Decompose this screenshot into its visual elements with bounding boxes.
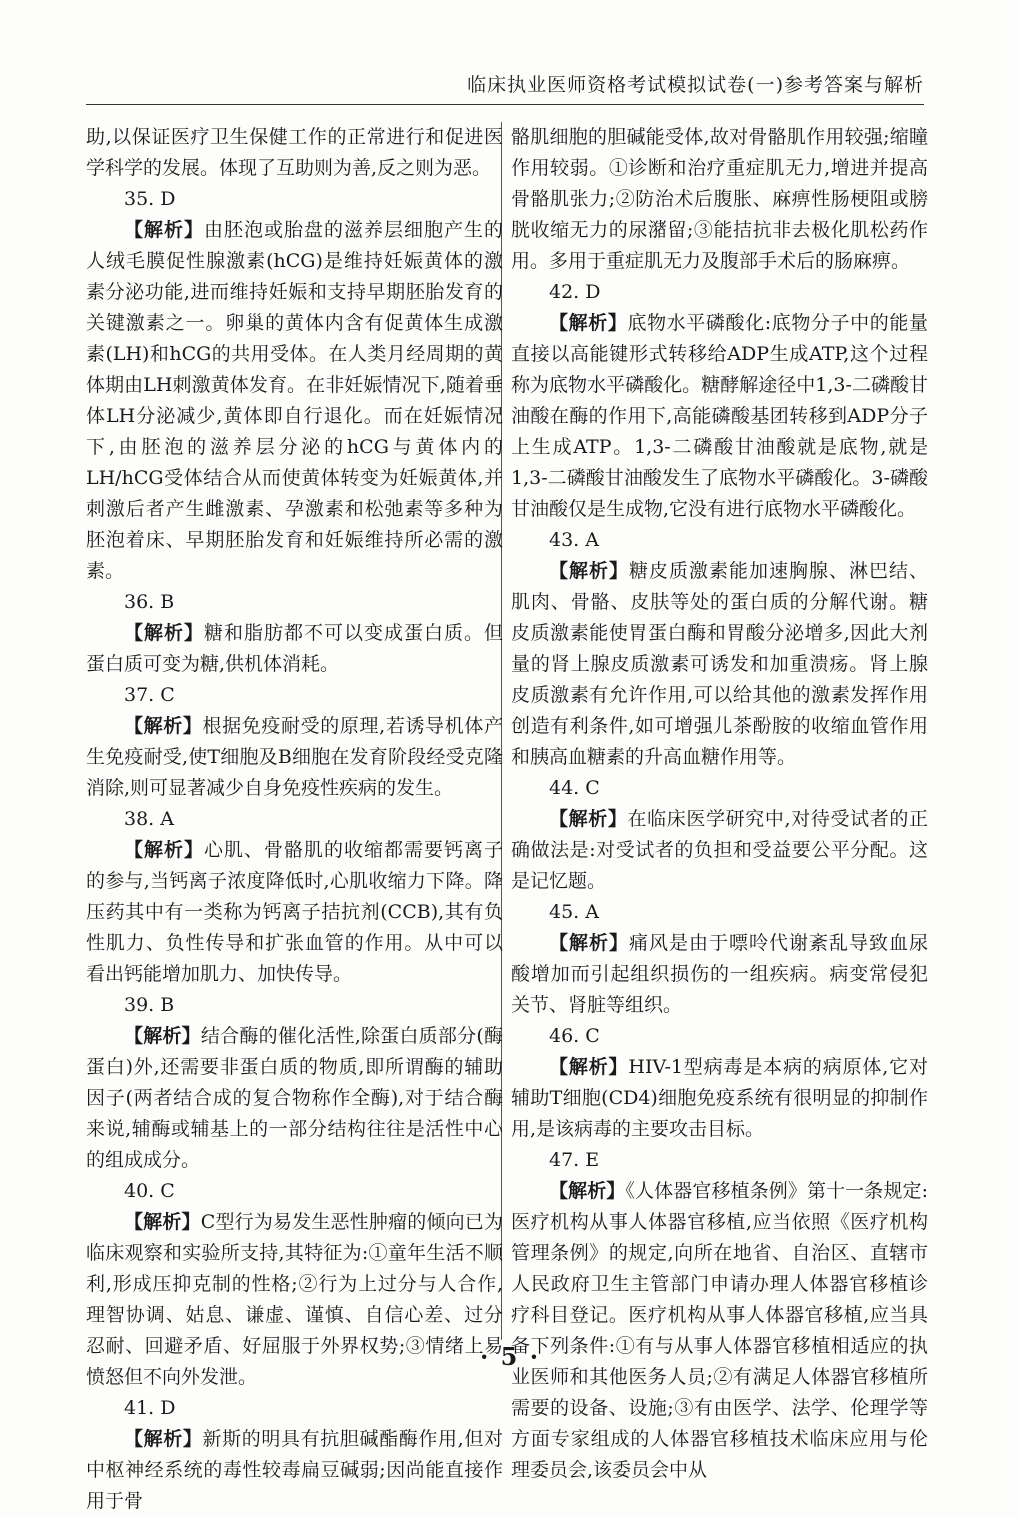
header-title: 临床执业医师资格考试模拟试卷(一)参考答案与解析 — [467, 74, 924, 96]
explanation-tag: 【解析】 — [549, 560, 629, 582]
explanation-text: 根据免疫耐受的原理,若诱导机体产生免疫耐受,使T细胞及B细胞在发育阶段经受克隆消除,则可显著减少自身免疫性疾病的发生。 — [86, 715, 503, 799]
explanation-tag: 【解析】 — [124, 1428, 203, 1450]
explanation-text: 《人体器官移植条例》第十一条规定:医疗机构从事人体器官移植,应当依照《医疗机构管理条例》的规定,向所在地省、自治区、直辖市人民政府卫生主管部门申请办理人体器官移植诊疗科目登记。医疗机构从事人体器官移植,应当具备下列条件:①有与从事人体器官移植相适应的执业医师和其他医务人员;②有满足人体器官移植所需要的设备、设施;③有由医学、法学、伦理学等方面专家组成的人体器官移植技术临床应用与伦理委员会,该委员会中从 — [511, 1180, 928, 1481]
answer-number: 38. A — [124, 808, 174, 830]
explanation-text: 糖和脂肪都不可以变成蛋白质。但蛋白质可变为糖,供机体消耗。 — [86, 622, 503, 675]
answer-number: 39. B — [124, 994, 175, 1016]
left-column — [86, 122, 503, 1517]
explanation-tag: 【解析】 — [124, 219, 204, 241]
explanation-tag: 【解析】 — [124, 1025, 201, 1047]
explanation-text: 心肌、骨骼肌的收缩都需要钙离子的参与,当钙离子浓度降低时,心肌收缩力下降。降压药其中有一类称为钙离子拮抗剂(CCB),其有负性肌力、负性传导和扩张血管的作用。从中可以看出钙能增加肌力、加快传导。 — [86, 839, 503, 985]
explanation-paragraph — [86, 1424, 503, 1517]
explanation-tag: 【解析】 — [549, 932, 629, 954]
explanation-text: 在临床医学研究中,对待受试者的正确做法是:对受试者的负担和受益要公平分配。这是记忆题。 — [511, 808, 928, 892]
explanation-paragraph — [86, 835, 503, 990]
explanation-text: 结合酶的催化活性,除蛋白质部分(酶蛋白)外,还需要非蛋白质的物质,即所谓酶的辅助因子(两者结合成的复合物称作全酶),对于结合酶来说,辅酶或辅基上的一部分结构往往是活性中心的组成成分。 — [86, 1025, 503, 1171]
answer-number: 35. D — [124, 188, 176, 210]
explanation-paragraph — [511, 804, 928, 897]
explanation-paragraph — [86, 1021, 503, 1176]
explanation-tag: 【解析】 — [124, 839, 204, 861]
explanation-paragraph — [86, 618, 503, 680]
explanation-tag: 【解析】 — [124, 1211, 201, 1233]
explanation-paragraph — [511, 308, 928, 525]
explanation-text: 由胚泡或胎盘的滋养层细胞产生的人绒毛膜促性腺激素(hCG)是维持妊娠黄体的激素分泌功能,进而维持妊娠和支持早期胚胎发育的关键激素之一。卵巢的黄体内含有促黄体生成激素(LH)和hCG的共用受体。在人类月经周期的黄体期由LH刺激黄体发育。在非妊娠情况下,随着垂体LH分泌减少,黄体即自行退化。而在妊娠情况下,由胚泡的滋养层分泌的hCG与黄体内的LH/hCG受体结合从而使黄体转变为妊娠黄体,并刺激后者产生雌激素、孕激素和松弛素等多种为胚泡着床、早期胚胎发育和妊娠维持所必需的激素。 — [86, 219, 503, 582]
explanation-text: C型行为易发生恶性肿瘤的倾向已为临床观察和实验所支持,其特征为:①童年生活不顺利,形成压抑克制的性格;②行为上过分与人合作,理智协调、姑息、谦虚、谨慎、自信心差、过分忍耐、回避矛盾、好屈服于外界权势;③情绪上易愤怒但不向外发泄。 — [86, 1211, 503, 1388]
left-intro-text: 助,以保证医疗卫生保健工作的正常进行和促进医学科学的发展。体现了互助则为善,反之则为恶。 — [86, 126, 503, 179]
explanation-tag: 【解析】 — [549, 808, 628, 830]
answer-number: 37. C — [124, 684, 175, 706]
answer-number: 36. B — [124, 591, 175, 613]
answer-number: 43. A — [549, 529, 599, 551]
answer-number: 40. C — [124, 1180, 175, 1202]
right-column — [511, 122, 928, 1486]
explanation-paragraph — [511, 1176, 928, 1486]
right-intro-text: 骼肌细胞的胆碱能受体,故对骨骼肌作用较强;缩瞳作用较弱。①诊断和治疗重症肌无力,增进并提高骨骼肌张力;②防治术后腹胀、麻痹性肠梗阻或膀胱收缩无力的尿潴留;③能拮抗非去极化肌松药作用。多用于重症肌无力及腹部手术后的肠麻痹。 — [511, 126, 928, 272]
explanation-tag: 【解析】 — [549, 312, 628, 334]
explanation-text: 痛风是由于嘌呤代谢紊乱导致血尿酸增加而引起组织损伤的一组疾病。病变常侵犯关节、肾脏等组织。 — [511, 932, 928, 1016]
explanation-paragraph — [511, 928, 928, 1021]
answer-number: 44. C — [549, 777, 600, 799]
running-header — [86, 70, 924, 105]
explanation-tag: 【解析】 — [124, 622, 204, 644]
explanation-tag: 【解析】 — [549, 1180, 626, 1202]
explanation-paragraph — [511, 1052, 928, 1145]
explanation-paragraph — [86, 215, 503, 587]
explanation-text: HIV-1型病毒是本病的病原体,它对辅助T细胞(CD4)细胞免疫系统有很明显的抑制作用,是该病毒的主要攻击目标。 — [511, 1056, 928, 1140]
explanation-text: 底物水平磷酸化:底物分子中的能量直接以高能键形式转移给ADP生成ATP,这个过程称为底物水平磷酸化。糖酵解途径中1,3-二磷酸甘油酸在酶的作用下,高能磷酸基团转移到ADP分子上生成ATP。1,3-二磷酸甘油酸就是底物,就是1,3-二磷酸甘油酸发生了底物水平磷酸化。3-磷酸甘油酸仅是生成物,它没有进行底物水平磷酸化。 — [511, 312, 928, 520]
explanation-paragraph — [511, 556, 928, 773]
answer-number: 46. C — [549, 1025, 600, 1047]
explanation-tag: 【解析】 — [124, 715, 203, 737]
explanation-paragraph — [86, 711, 503, 804]
answer-number: 41. D — [124, 1397, 176, 1419]
page-number: · 5 · — [479, 1342, 541, 1371]
answer-number: 42. D — [549, 281, 601, 303]
explanation-text: 新斯的明具有抗胆碱酯酶作用,但对中枢神经系统的毒性较毒扁豆碱弱;因尚能直接作用于骨 — [86, 1428, 503, 1512]
explanation-text: 糖皮质激素能加速胸腺、淋巴结、肌肉、骨骼、皮肤等处的蛋白质的分解代谢。糖皮质激素能使胃蛋白酶和胃酸分泌增多,因此大剂量的肾上腺皮质激素可诱发和加重溃疡。肾上腺皮质激素有允许作用,可以给其他的激素发挥作用创造有利条件,如可增强儿茶酚胺的收缩血管作用和胰高血糖素的升高血糖作用等。 — [511, 560, 928, 768]
answer-number: 45. A — [549, 901, 599, 923]
answer-number: 47. E — [549, 1149, 600, 1171]
explanation-tag: 【解析】 — [549, 1056, 629, 1078]
